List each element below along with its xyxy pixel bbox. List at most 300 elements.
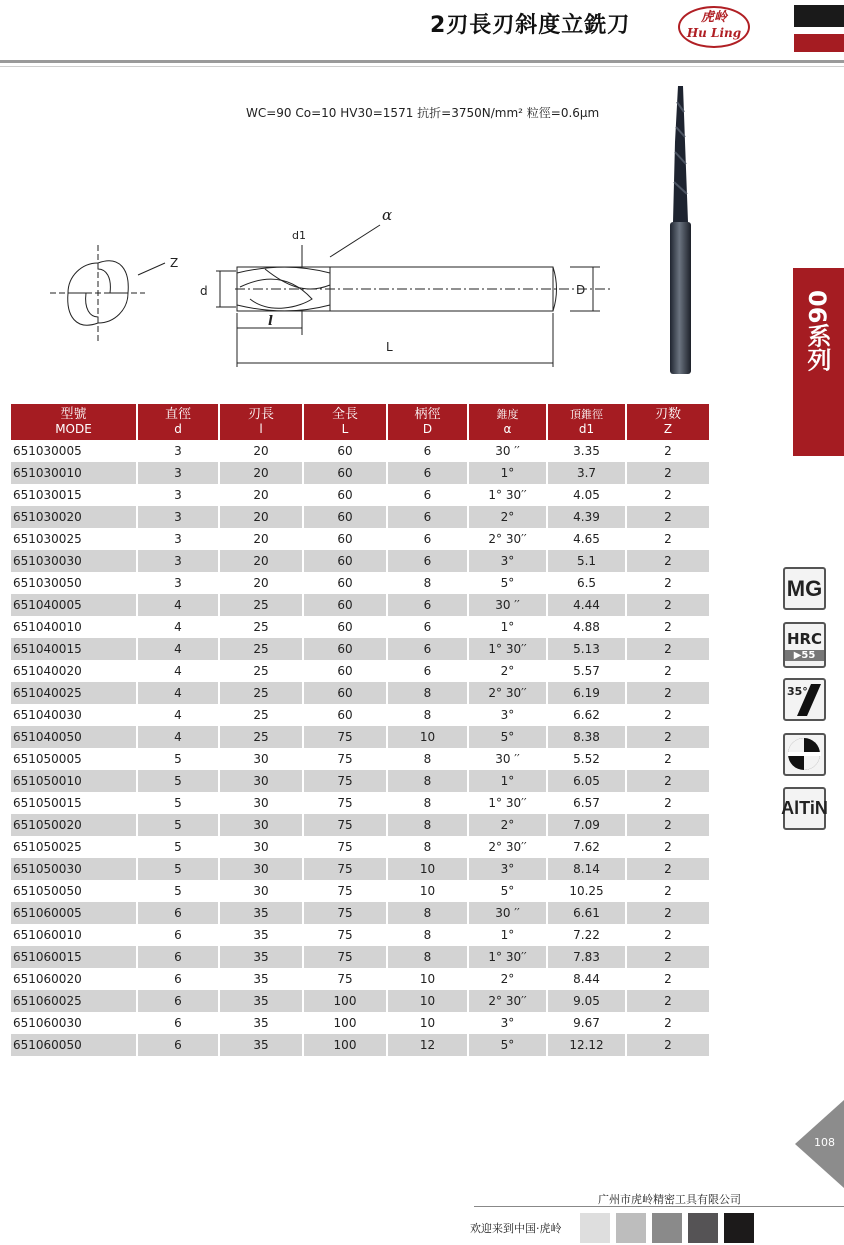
column-header-zh: 型號 <box>60 407 87 422</box>
table-cell: 10 <box>388 1012 469 1034</box>
table-cell: 35 <box>220 924 304 946</box>
table-cell: 651030025 <box>11 528 138 550</box>
table-cell: 651030050 <box>11 572 138 594</box>
column-header <box>220 404 304 440</box>
table-cell: 7.09 <box>548 814 627 836</box>
table-cell: 651050025 <box>11 836 138 858</box>
table-row <box>11 638 709 660</box>
column-header <box>548 404 627 440</box>
table-cell: 8 <box>388 748 469 770</box>
table-cell: 3° <box>469 704 548 726</box>
table-cell: 6 <box>388 660 469 682</box>
table-cell: 2 <box>627 968 709 990</box>
table-cell: 2 <box>627 924 709 946</box>
page-number: 108 <box>814 1136 835 1149</box>
column-header <box>388 404 469 440</box>
alpha-label: α <box>382 206 393 224</box>
table-cell: 651040005 <box>11 594 138 616</box>
table-cell: 25 <box>220 704 304 726</box>
table-cell: 2 <box>627 726 709 748</box>
table-cell: 6 <box>138 902 220 924</box>
table-cell: 30 <box>220 836 304 858</box>
table-body <box>11 440 709 1056</box>
table-cell: 30 <box>220 770 304 792</box>
header-red-bar <box>794 34 844 52</box>
table-row <box>11 594 709 616</box>
column-header-en: l <box>259 422 263 436</box>
table-cell: 2 <box>627 770 709 792</box>
table-cell: 60 <box>304 594 388 616</box>
table-cell: 8 <box>388 946 469 968</box>
end-mill-drawing <box>40 195 620 375</box>
table-cell: 6 <box>138 1034 220 1056</box>
table-cell: 651030015 <box>11 484 138 506</box>
table-cell: 2 <box>627 792 709 814</box>
column-header-en: MODE <box>55 422 92 436</box>
table-cell: 4.05 <box>548 484 627 506</box>
table-cell: 20 <box>220 506 304 528</box>
table-cell: 75 <box>304 814 388 836</box>
L-label: L <box>386 340 393 354</box>
column-header-zh: 直徑 <box>164 407 191 422</box>
table-cell: 2 <box>627 814 709 836</box>
table-cell: 1° <box>469 462 548 484</box>
table-cell: 651060050 <box>11 1034 138 1056</box>
table-cell: 3 <box>138 528 220 550</box>
table-cell: 651060030 <box>11 1012 138 1034</box>
table-cell: 651060015 <box>11 946 138 968</box>
table-cell: 6.62 <box>548 704 627 726</box>
table-cell: 4.65 <box>548 528 627 550</box>
table-cell: 4.44 <box>548 594 627 616</box>
table-cell: 60 <box>304 550 388 572</box>
column-header <box>627 404 709 440</box>
table-cell: 30 <box>220 858 304 880</box>
table-row <box>11 902 709 924</box>
table-cell: 1° 30′′ <box>469 638 548 660</box>
table-cell: 3 <box>138 506 220 528</box>
helix-angle-label: 35° <box>787 685 808 698</box>
table-cell: 60 <box>304 616 388 638</box>
company-name: 广州市虎岭精密工具有限公司 <box>598 1193 741 1206</box>
table-cell: 2 <box>627 594 709 616</box>
table-row <box>11 682 709 704</box>
table-cell: 5.13 <box>548 638 627 660</box>
table-cell: 651030005 <box>11 440 138 462</box>
table-cell: 651040025 <box>11 682 138 704</box>
table-cell: 9.67 <box>548 1012 627 1034</box>
table-cell: 30 ′′ <box>469 594 548 616</box>
table-cell: 3° <box>469 550 548 572</box>
table-cell: 8 <box>388 902 469 924</box>
table-cell: 6 <box>138 990 220 1012</box>
table-cell: 75 <box>304 968 388 990</box>
table-cell: 75 <box>304 902 388 924</box>
table-cell: 6.57 <box>548 792 627 814</box>
table-cell: 75 <box>304 726 388 748</box>
table-cell: 3° <box>469 858 548 880</box>
table-cell: 6 <box>388 484 469 506</box>
column-header-zh: 全長 <box>331 407 358 422</box>
page-title: 2刃長刃斜度立銑刀 <box>430 13 631 38</box>
column-header <box>11 404 138 440</box>
column-header <box>304 404 388 440</box>
table-cell: 651050010 <box>11 770 138 792</box>
table-cell: 100 <box>304 990 388 1012</box>
table-cell: 1° 30′′ <box>469 484 548 506</box>
table-cell: 10 <box>388 880 469 902</box>
table-cell: 6 <box>138 1012 220 1034</box>
table-cell: 6 <box>388 462 469 484</box>
table-cell: 60 <box>304 484 388 506</box>
table-row <box>11 748 709 770</box>
table-cell: 4 <box>138 682 220 704</box>
welcome-text: 欢迎来到中国·虎岭 <box>470 1222 562 1235</box>
table-row <box>11 484 709 506</box>
table-cell: 5.52 <box>548 748 627 770</box>
table-cell: 3 <box>138 484 220 506</box>
table-row <box>11 770 709 792</box>
table-row <box>11 506 709 528</box>
table-cell: 2 <box>627 880 709 902</box>
table-row <box>11 462 709 484</box>
table-cell: 12.12 <box>548 1034 627 1056</box>
table-cell: 2° <box>469 660 548 682</box>
column-header <box>138 404 220 440</box>
table-cell: 4.88 <box>548 616 627 638</box>
table-cell: 651030020 <box>11 506 138 528</box>
table-cell: 75 <box>304 858 388 880</box>
table-cell: 2° 30′′ <box>469 990 548 1012</box>
table-row <box>11 572 709 594</box>
table-cell: 4 <box>138 704 220 726</box>
logo-chinese: 虎岭 <box>700 10 727 25</box>
table-cell: 30 <box>220 748 304 770</box>
table-cell: 2 <box>627 682 709 704</box>
table-cell: 8.38 <box>548 726 627 748</box>
table-cell: 60 <box>304 660 388 682</box>
hrc-icon <box>783 622 826 668</box>
table-cell: 651040020 <box>11 660 138 682</box>
table-cell: 25 <box>220 594 304 616</box>
header-divider-thin <box>0 66 844 67</box>
table-cell: 8 <box>388 682 469 704</box>
table-cell: 2 <box>627 638 709 660</box>
table-cell: 35 <box>220 968 304 990</box>
table-cell: 651060010 <box>11 924 138 946</box>
table-cell: 2 <box>627 440 709 462</box>
table-cell: 6.61 <box>548 902 627 924</box>
table-cell: 2 <box>627 506 709 528</box>
table-cell: 75 <box>304 748 388 770</box>
table-cell: 8 <box>388 924 469 946</box>
column-header-en: d1 <box>578 422 595 436</box>
column-header-zh: 錐度 <box>496 408 519 421</box>
table-cell: 5° <box>469 1034 548 1056</box>
table-row <box>11 616 709 638</box>
table-cell: 75 <box>304 880 388 902</box>
table-cell: 25 <box>220 638 304 660</box>
table-cell: 35 <box>220 1012 304 1034</box>
table-cell: 6 <box>388 638 469 660</box>
column-header-zh: 刃数 <box>654 407 681 422</box>
table-cell: 4 <box>138 638 220 660</box>
table-cell: 2 <box>627 1012 709 1034</box>
table-cell: 6 <box>388 440 469 462</box>
color-swatch <box>652 1213 682 1243</box>
flute-icon <box>783 733 826 776</box>
table-cell: 5.1 <box>548 550 627 572</box>
table-cell: 20 <box>220 572 304 594</box>
table-cell: 8 <box>388 792 469 814</box>
table-cell: 6 <box>388 506 469 528</box>
table-cell: 2° <box>469 968 548 990</box>
table-cell: 651060005 <box>11 902 138 924</box>
table-row <box>11 704 709 726</box>
table-cell: 2 <box>627 858 709 880</box>
table-cell: 3.7 <box>548 462 627 484</box>
table-cell: 6.19 <box>548 682 627 704</box>
table-cell: 651050015 <box>11 792 138 814</box>
table-cell: 9.05 <box>548 990 627 1012</box>
d1-label: d1 <box>292 229 306 242</box>
table-cell: 2 <box>627 990 709 1012</box>
table-cell: 10.25 <box>548 880 627 902</box>
hrc-label: HRC <box>786 629 823 648</box>
table-cell: 651030030 <box>11 550 138 572</box>
table-header <box>11 404 709 440</box>
table-cell: 2° 30′′ <box>469 528 548 550</box>
table-cell: 651050005 <box>11 748 138 770</box>
table-cell: 8.14 <box>548 858 627 880</box>
table-cell: 25 <box>220 660 304 682</box>
table-cell: 2 <box>627 572 709 594</box>
material-spec: WC=90 Co=10 HV30=1571 抗折=3750N/mm² 粒徑=0.6μm <box>246 106 600 120</box>
table-cell: 3° <box>469 1012 548 1034</box>
column-header-en: Z <box>663 422 673 436</box>
table-cell: 5.57 <box>548 660 627 682</box>
table-cell: 5 <box>138 836 220 858</box>
table-cell: 25 <box>220 682 304 704</box>
table-cell: 20 <box>220 462 304 484</box>
table-cell: 10 <box>388 968 469 990</box>
table-cell: 6 <box>388 550 469 572</box>
table-cell: 20 <box>220 440 304 462</box>
table-cell: 1° 30′′ <box>469 946 548 968</box>
table-cell: 8.44 <box>548 968 627 990</box>
table-cell: 35 <box>220 902 304 924</box>
table-cell: 2° <box>469 814 548 836</box>
table-cell: 1° <box>469 616 548 638</box>
table-cell: 30 ′′ <box>469 902 548 924</box>
table-row <box>11 946 709 968</box>
table-row <box>11 440 709 462</box>
table-row <box>11 528 709 550</box>
table-cell: 3 <box>138 440 220 462</box>
mg-grade-icon: MG <box>783 567 826 610</box>
table-cell: 20 <box>220 528 304 550</box>
table-cell: 1° <box>469 770 548 792</box>
table-cell: 651040010 <box>11 616 138 638</box>
table-row <box>11 814 709 836</box>
table-cell: 3.35 <box>548 440 627 462</box>
hrc-value: ▶55 <box>785 650 824 661</box>
table-cell: 6.5 <box>548 572 627 594</box>
table-cell: 75 <box>304 770 388 792</box>
table-cell: 60 <box>304 440 388 462</box>
table-cell: 8 <box>388 814 469 836</box>
table-cell: 2 <box>627 748 709 770</box>
end-mill-photo <box>650 82 700 382</box>
table-cell: 2 <box>627 616 709 638</box>
table-cell: 75 <box>304 924 388 946</box>
table-cell: 60 <box>304 528 388 550</box>
table-cell: 2 <box>627 528 709 550</box>
table-cell: 651060025 <box>11 990 138 1012</box>
table-cell: 5 <box>138 814 220 836</box>
table-cell: 8 <box>388 572 469 594</box>
table-cell: 7.22 <box>548 924 627 946</box>
table-cell: 2° 30′′ <box>469 836 548 858</box>
table-cell: 1° <box>469 924 548 946</box>
column-header-en: D <box>422 422 433 436</box>
table-cell: 25 <box>220 616 304 638</box>
table-cell: 2 <box>627 946 709 968</box>
table-cell: 5 <box>138 770 220 792</box>
table-cell: 75 <box>304 792 388 814</box>
table-cell: 2° <box>469 506 548 528</box>
table-cell: 3 <box>138 572 220 594</box>
table-cell: 30 <box>220 814 304 836</box>
logo-latin: Hu Ling <box>686 26 742 40</box>
z-label: Z <box>170 256 179 270</box>
table-cell: 3 <box>138 462 220 484</box>
column-header-zh: 頂錐徑 <box>570 408 603 421</box>
table-cell: 10 <box>388 990 469 1012</box>
table-cell: 5° <box>469 726 548 748</box>
table-cell: 20 <box>220 484 304 506</box>
d-label: d <box>200 284 208 298</box>
color-swatch <box>688 1213 718 1243</box>
product-table <box>11 404 709 1056</box>
table-row <box>11 660 709 682</box>
table-cell: 60 <box>304 638 388 660</box>
column-header-en: L <box>341 422 349 436</box>
table-cell: 12 <box>388 1034 469 1056</box>
table-cell: 651040015 <box>11 638 138 660</box>
helix-angle-icon <box>783 678 826 721</box>
table-row <box>11 880 709 902</box>
table-cell: 10 <box>388 726 469 748</box>
table-row <box>11 990 709 1012</box>
table-cell: 60 <box>304 704 388 726</box>
table-row <box>11 550 709 572</box>
table-cell: 25 <box>220 726 304 748</box>
table-cell: 30 ′′ <box>469 748 548 770</box>
table-cell: 2 <box>627 836 709 858</box>
table-cell: 100 <box>304 1012 388 1034</box>
column-header <box>469 404 548 440</box>
table-cell: 651040030 <box>11 704 138 726</box>
table-cell: 6 <box>138 924 220 946</box>
table-cell: 7.62 <box>548 836 627 858</box>
table-cell: 651050030 <box>11 858 138 880</box>
table-cell: 651060020 <box>11 968 138 990</box>
color-swatch <box>616 1213 646 1243</box>
table-row <box>11 858 709 880</box>
table-cell: 7.83 <box>548 946 627 968</box>
footer-divider <box>474 1206 844 1207</box>
table-cell: 2 <box>627 1034 709 1056</box>
table-cell: 75 <box>304 946 388 968</box>
table-cell: 1° 30′′ <box>469 792 548 814</box>
table-cell: 5 <box>138 880 220 902</box>
table-cell: 8 <box>388 704 469 726</box>
table-cell: 5° <box>469 880 548 902</box>
table-cell: 5 <box>138 748 220 770</box>
table-row <box>11 924 709 946</box>
table-cell: 4 <box>138 660 220 682</box>
header-divider <box>0 60 844 63</box>
table-cell: 5° <box>469 572 548 594</box>
table-cell: 651050020 <box>11 814 138 836</box>
table-cell: 4 <box>138 594 220 616</box>
table-row <box>11 726 709 748</box>
color-swatch <box>724 1213 754 1243</box>
table-cell: 6 <box>138 968 220 990</box>
table-cell: 6 <box>388 594 469 616</box>
table-cell: 8 <box>388 770 469 792</box>
table-cell: 651040050 <box>11 726 138 748</box>
table-cell: 2 <box>627 484 709 506</box>
table-cell: 60 <box>304 506 388 528</box>
table-cell: 30 <box>220 880 304 902</box>
column-header-en: α <box>503 422 512 436</box>
shank-d-label: D <box>576 283 586 297</box>
table-cell: 2 <box>627 462 709 484</box>
table-cell: 60 <box>304 462 388 484</box>
table-cell: 30 ′′ <box>469 440 548 462</box>
table-cell: 6.05 <box>548 770 627 792</box>
table-cell: 20 <box>220 550 304 572</box>
column-header-zh: 柄徑 <box>414 407 441 422</box>
table-row <box>11 1034 709 1056</box>
table-cell: 2 <box>627 902 709 924</box>
column-header-zh: 刃長 <box>247 407 274 422</box>
table-cell: 6 <box>388 528 469 550</box>
table-cell: 2 <box>627 660 709 682</box>
table-cell: 60 <box>304 682 388 704</box>
table-cell: 651050050 <box>11 880 138 902</box>
l-label: l <box>268 314 273 329</box>
table-row <box>11 792 709 814</box>
table-row <box>11 1012 709 1034</box>
coating-icon: AlTiN <box>783 787 826 830</box>
table-cell: 2 <box>627 550 709 572</box>
series-label: 06系列 <box>803 290 831 372</box>
table-cell: 4.39 <box>548 506 627 528</box>
table-cell: 5 <box>138 792 220 814</box>
table-cell: 651030010 <box>11 462 138 484</box>
table-cell: 35 <box>220 990 304 1012</box>
table-cell: 35 <box>220 1034 304 1056</box>
table-cell: 6 <box>388 616 469 638</box>
brand-logo <box>678 6 750 48</box>
table-row <box>11 968 709 990</box>
table-cell: 4 <box>138 616 220 638</box>
table-cell: 5 <box>138 858 220 880</box>
table-cell: 60 <box>304 572 388 594</box>
